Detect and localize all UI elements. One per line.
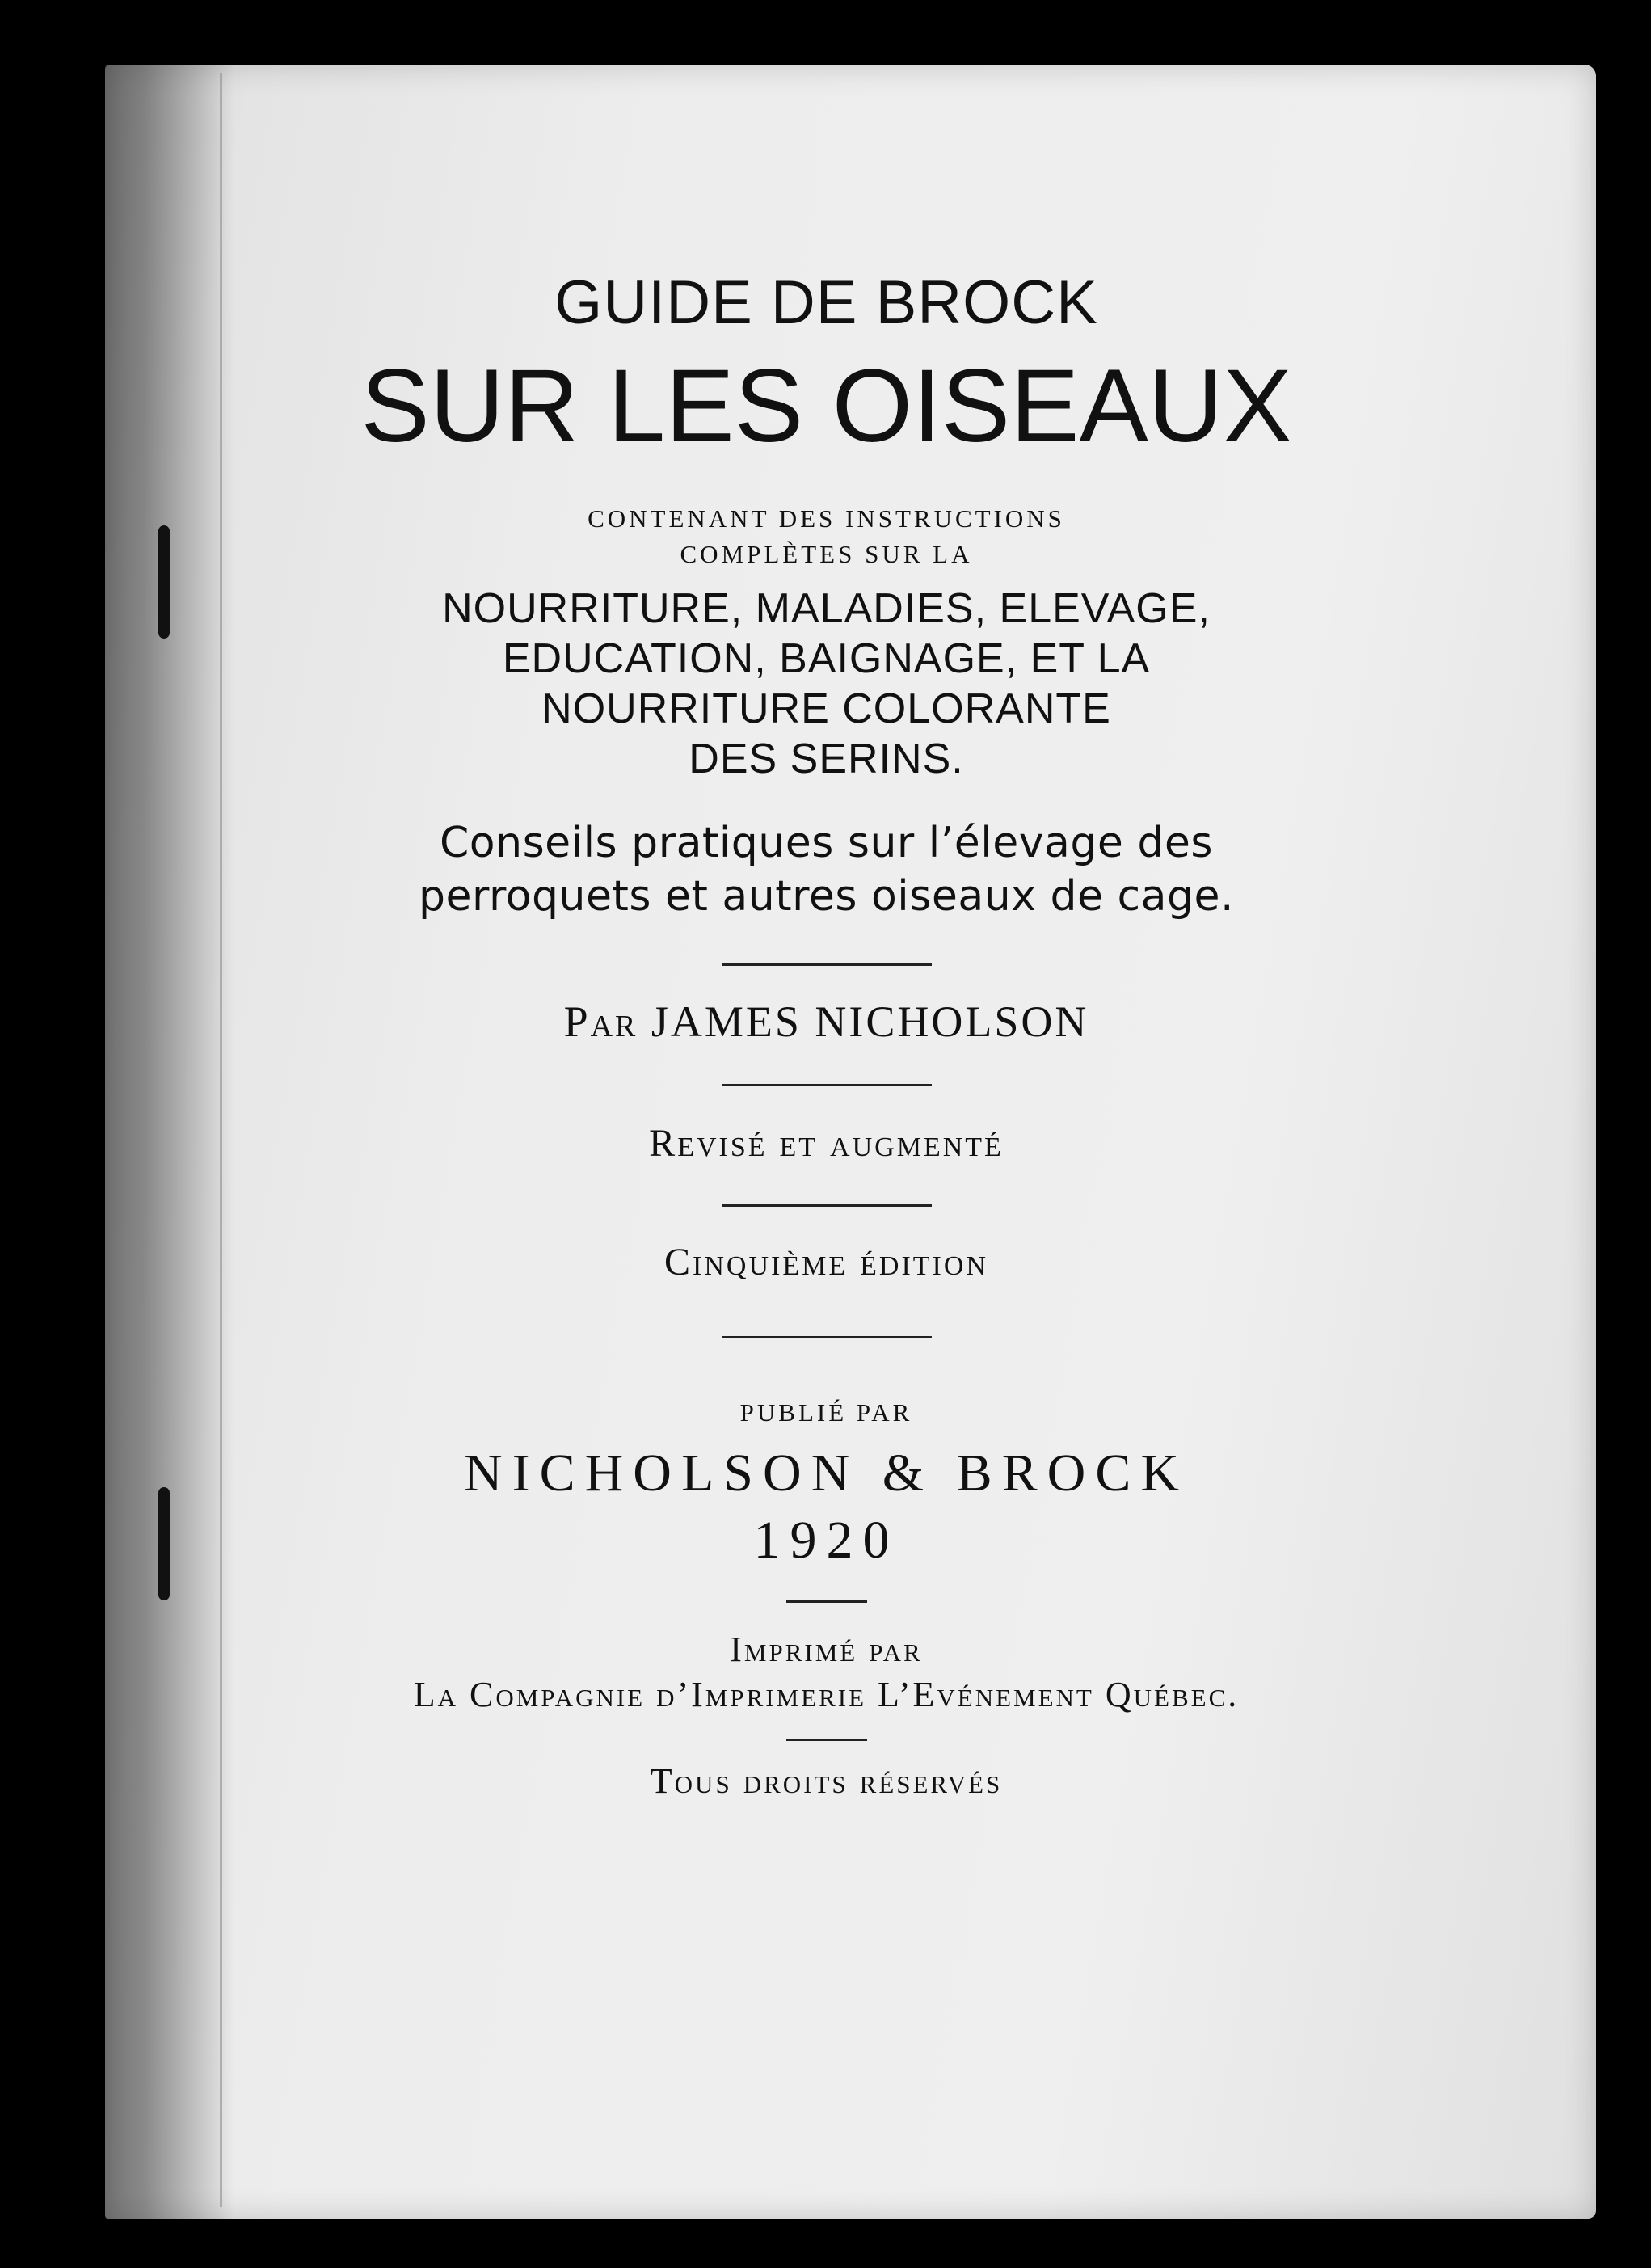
subjects-line-4: DES SERINS. bbox=[689, 736, 964, 782]
conseils-block bbox=[242, 816, 1410, 923]
subjects-line-3: NOURRITURE COLORANTE bbox=[541, 685, 1111, 732]
edition-line: Cinquième édition bbox=[664, 1241, 988, 1284]
revision-line: Revisé et augmenté bbox=[649, 1122, 1004, 1165]
title-page-content bbox=[242, 267, 1410, 1804]
conseils-line-2: perroquets et autres oiseaux de cage. bbox=[419, 872, 1234, 921]
publication-year: 1920 bbox=[753, 1511, 899, 1570]
page-spine-edge bbox=[105, 65, 234, 2219]
printer-name: La Compagnie d’Imprimerie L’Evénement Québec. bbox=[413, 1675, 1240, 1714]
rights-notice: Tous droits réservés bbox=[650, 1761, 1003, 1801]
author-line: Par JAMES NICHOLSON bbox=[563, 997, 1089, 1046]
subjects-block bbox=[242, 584, 1410, 784]
divider bbox=[722, 1204, 932, 1207]
intro-line-1: CONTENANT DES INSTRUCTIONS bbox=[588, 504, 1065, 533]
published-by-label: PUBLIÉ PAR bbox=[739, 1398, 913, 1427]
main-title: SUR LES OISEAUX bbox=[360, 348, 1292, 464]
conseils-line-1: Conseils pratiques sur l’élevage des bbox=[440, 819, 1213, 867]
divider bbox=[722, 1084, 932, 1086]
intro-line-2: COMPLÈTES SUR LA bbox=[680, 540, 973, 568]
divider bbox=[786, 1600, 867, 1603]
staple-mark-top bbox=[158, 525, 170, 639]
subjects-line-2: EDUCATION, BAIGNAGE, ET LA bbox=[502, 635, 1151, 682]
divider bbox=[722, 963, 932, 966]
publisher-name: NICHOLSON & BROCK bbox=[463, 1444, 1190, 1503]
spine-crease bbox=[220, 73, 222, 2207]
divider bbox=[786, 1739, 867, 1741]
divider bbox=[722, 1336, 932, 1338]
printed-by-label: Imprimé par bbox=[730, 1629, 923, 1669]
intro-block bbox=[242, 501, 1410, 572]
series-title: GUIDE DE BROCK bbox=[554, 268, 1098, 337]
subjects-line-1: NOURRITURE, MALADIES, ELEVAGE, bbox=[442, 585, 1211, 632]
staple-mark-bottom bbox=[158, 1487, 170, 1600]
